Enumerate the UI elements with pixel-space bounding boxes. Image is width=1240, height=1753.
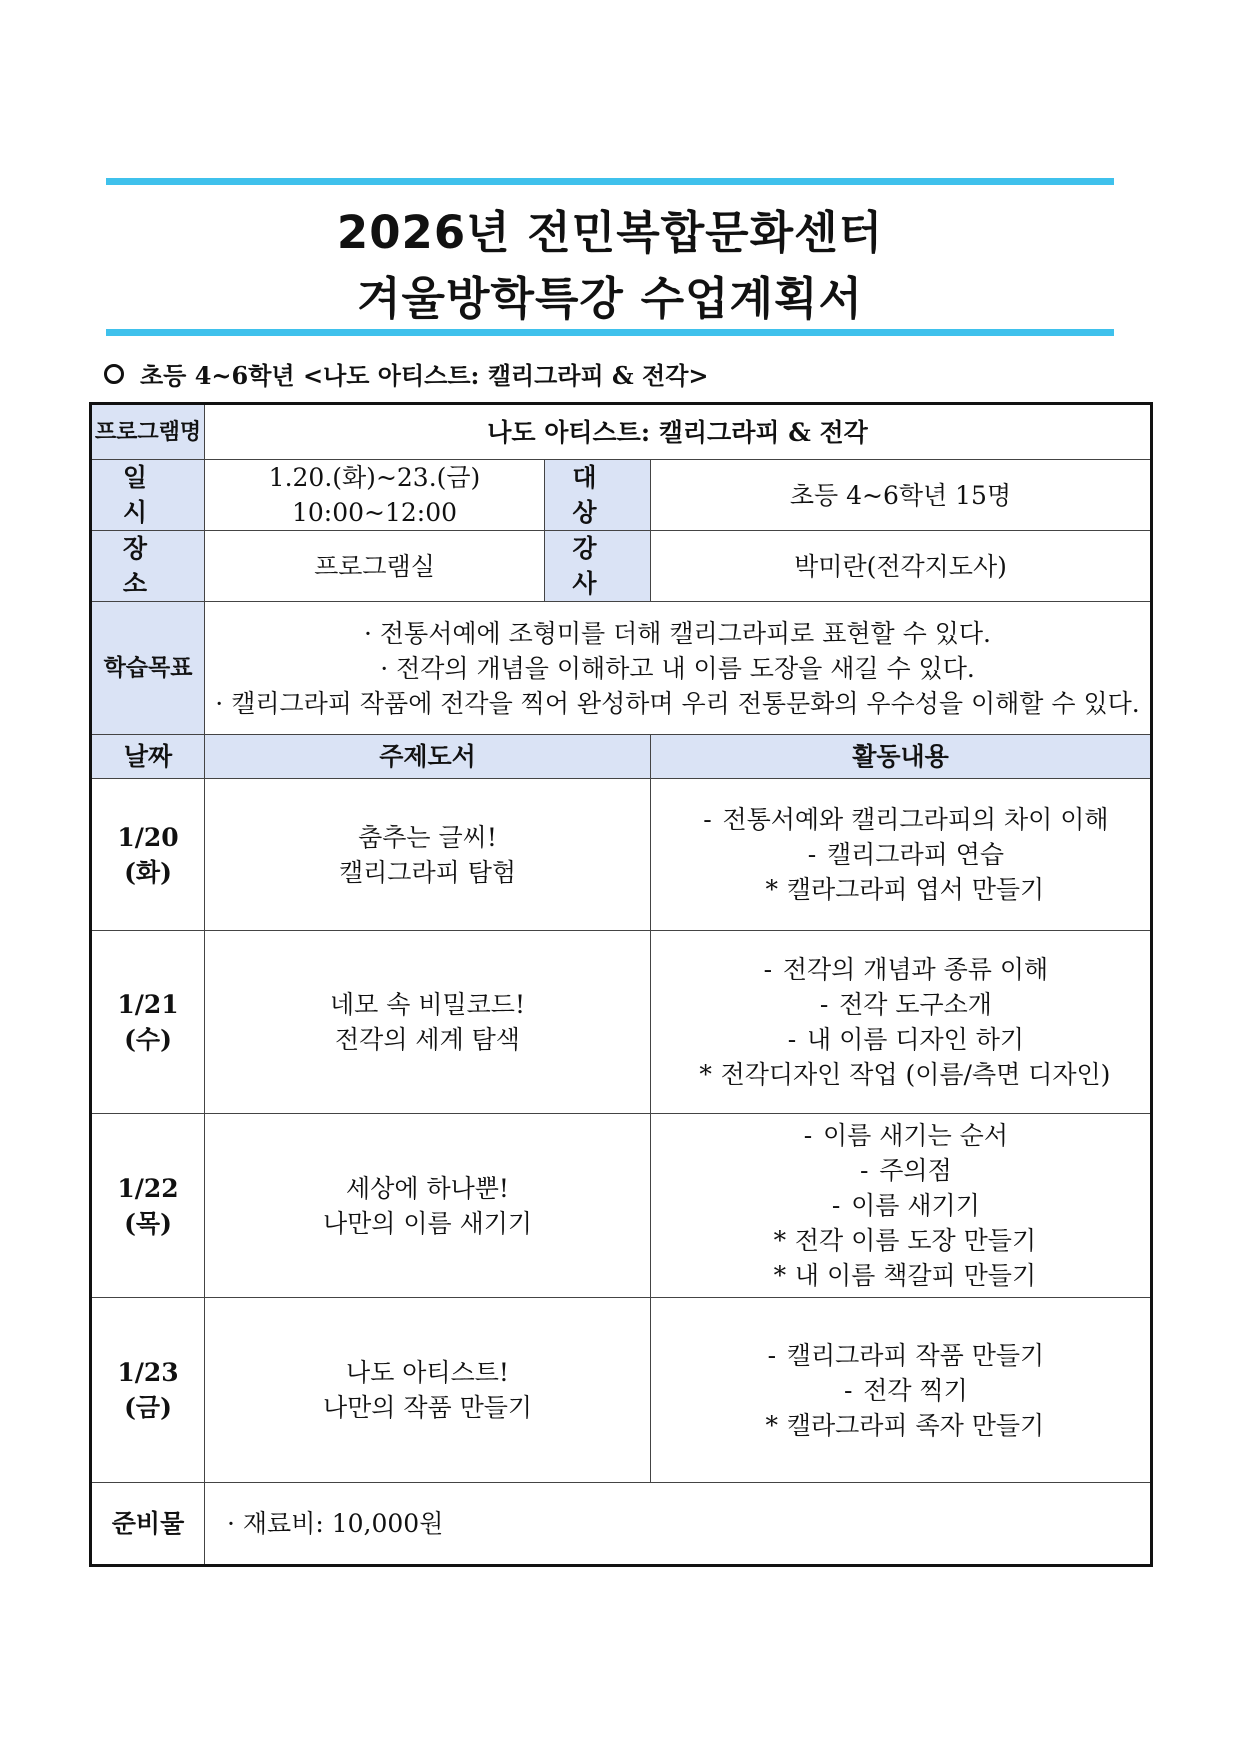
activity-marker: *: [765, 875, 779, 904]
activity-text: 전각 이름 도장 만들기: [794, 1226, 1037, 1255]
activity-text: 전각디자인 작업 (이름/측면 디자인): [720, 1060, 1111, 1089]
learning-goal-item: · 전각의 개념을 이해하고 내 이름 도장을 새길 수 있다.: [380, 653, 975, 683]
activity-text: 캘라그라피 엽서 만들기: [786, 875, 1045, 904]
session-activities: [651, 1298, 1152, 1483]
learning-goal-item: · 캘리그라피 작품에 전각을 찍어 완성하며 우리 전통문화의 우수성을 이해할 수 있다.: [215, 688, 1140, 718]
activity-marker: -: [807, 840, 817, 869]
session-day: (수): [124, 1025, 172, 1054]
date-target-row: [91, 460, 1152, 531]
activity-marker: -: [843, 1375, 853, 1405]
time-range: 10:00~12:00: [291, 498, 458, 527]
activity-item: [651, 1118, 1150, 1153]
session-topic-line: 춤추는 글씨!: [358, 822, 497, 852]
activity-item: [651, 1373, 1150, 1408]
activity-item: [651, 1223, 1150, 1258]
session-activities: [651, 779, 1152, 931]
session-topic-line: 나도 아티스트!: [346, 1358, 509, 1387]
instructor-label: 강 사: [545, 531, 651, 602]
schedule-header-row: [91, 735, 1152, 779]
activity-text: 전통서예와 캘리그라피의 차이 이해: [722, 805, 1109, 834]
activity-text: 캘리그라피 연습: [827, 840, 1004, 869]
activity-marker: *: [773, 1226, 787, 1255]
place-value: 프로그램실: [205, 531, 545, 602]
program-name-value: 나도 아티스트: 캘리그라피 & 전각: [205, 404, 1152, 460]
session-topic-line: 나만의 작품 만들기: [322, 1393, 533, 1422]
session-date-number: 1/21: [117, 990, 179, 1019]
schedule-row: [91, 931, 1152, 1114]
activity-item: [651, 1338, 1150, 1373]
activity-marker: *: [699, 1060, 712, 1089]
instructor-value: 박미란(전각지도사): [651, 531, 1152, 602]
learning-goals-list: [205, 602, 1152, 735]
activity-text: 전각의 개념과 종류 이해: [782, 955, 1049, 984]
title-bottom-rule: [106, 329, 1114, 336]
activity-item: [651, 1022, 1150, 1057]
session-topic-line: 세상에 하나뿐!: [346, 1173, 509, 1203]
date-label: 일 시: [91, 460, 205, 531]
session-day: (목): [124, 1208, 172, 1238]
learning-goals-row: [91, 602, 1152, 735]
session-topic: [205, 1114, 651, 1298]
session-day: (금): [124, 1393, 172, 1422]
session-activities: [651, 1114, 1152, 1298]
place-label: 장 소: [91, 531, 205, 602]
session-day: (화): [124, 857, 172, 887]
activity-item: [651, 1057, 1150, 1092]
session-topic-line: 네모 속 비밀코드!: [330, 990, 525, 1019]
target-label: 대 상: [545, 460, 651, 531]
session-topic-line: 캘리그라피 탐험: [339, 857, 516, 887]
date-value: [205, 460, 545, 531]
activity-item: [651, 1188, 1150, 1223]
activity-text: 이름 새기기: [851, 1191, 980, 1220]
program-heading: [104, 356, 709, 391]
activity-text: 이름 새기는 순서: [823, 1121, 1008, 1150]
session-date-number: 1/20: [117, 822, 179, 852]
session-topic: [205, 931, 651, 1114]
activity-marker: -: [767, 1340, 777, 1370]
column-header-activities: 활동내용: [651, 735, 1152, 779]
activity-text: 내 이름 디자인 하기: [806, 1025, 1025, 1054]
session-activities: [651, 931, 1152, 1114]
activity-text: 캘라그라피 족자 만들기: [786, 1410, 1045, 1440]
activity-item: [651, 1258, 1150, 1293]
learning-goals-label: 학습목표: [91, 602, 205, 735]
activity-item: [651, 987, 1150, 1022]
place-instructor-row: [91, 531, 1152, 602]
activity-marker: *: [765, 1410, 779, 1440]
document-title-line-2: 겨울방학특강 수업계획서: [357, 272, 863, 325]
activity-text: 전각 도구소개: [839, 990, 992, 1019]
column-header-date: 날짜: [91, 735, 205, 779]
activity-text: 주의점: [879, 1156, 952, 1185]
session-topic: [205, 1298, 651, 1483]
schedule-row: [91, 1298, 1152, 1483]
session-topic-line: 전각의 세계 탐색: [335, 1025, 520, 1054]
session-topic: [205, 779, 651, 931]
materials-row: [91, 1483, 1152, 1566]
activity-text: 전각 찍기: [863, 1375, 968, 1405]
session-topic-line: 나만의 이름 새기기: [322, 1208, 533, 1238]
activity-text: 내 이름 책갈피 만들기: [794, 1261, 1037, 1290]
session-date-number: 1/23: [117, 1358, 179, 1387]
target-value: 초등 4~6학년 15명: [651, 460, 1152, 531]
session-date: [91, 1298, 205, 1483]
program-heading-text: 초등 4~6학년 <나도 아티스트: 캘리그라피 & 전각>: [140, 361, 709, 390]
learning-goal-item: · 전통서예에 조형미를 더해 캘리그라피로 표현할 수 있다.: [364, 618, 991, 648]
session-date: [91, 931, 205, 1114]
materials-label: 준비물: [91, 1483, 205, 1566]
program-name-label: 프로그램명: [91, 404, 205, 460]
document-title-line-1: 2026년 전민복합문화센터: [336, 206, 884, 259]
activity-item: [651, 1153, 1150, 1188]
activity-item: [651, 1408, 1150, 1443]
circle-bullet-icon: [104, 364, 124, 384]
activity-text: 캘리그라피 작품 만들기: [786, 1340, 1045, 1370]
activity-marker: -: [787, 1025, 797, 1054]
program-name-row: [91, 404, 1152, 460]
schedule-row: [91, 779, 1152, 931]
activity-marker: -: [803, 1121, 813, 1150]
activity-item: [651, 952, 1150, 987]
session-date-number: 1/22: [117, 1173, 179, 1203]
activity-item: [651, 837, 1150, 872]
class-plan-table: [89, 402, 1153, 1567]
activity-item: [651, 872, 1150, 907]
date-range: 1.20.(화)~23.(금): [268, 463, 481, 492]
activity-item: [651, 802, 1150, 837]
schedule-row: [91, 1114, 1152, 1298]
materials-value: · 재료비: 10,000원: [205, 1483, 1152, 1566]
activity-marker: -: [819, 990, 829, 1019]
activity-marker: -: [763, 955, 773, 984]
title-top-rule: [106, 178, 1114, 185]
activity-marker: -: [703, 805, 712, 834]
session-date: [91, 1114, 205, 1298]
activity-marker: -: [860, 1156, 869, 1185]
session-date: [91, 779, 205, 931]
column-header-topic: 주제도서: [205, 735, 651, 779]
activity-marker: *: [773, 1261, 787, 1290]
activity-marker: -: [831, 1191, 841, 1220]
